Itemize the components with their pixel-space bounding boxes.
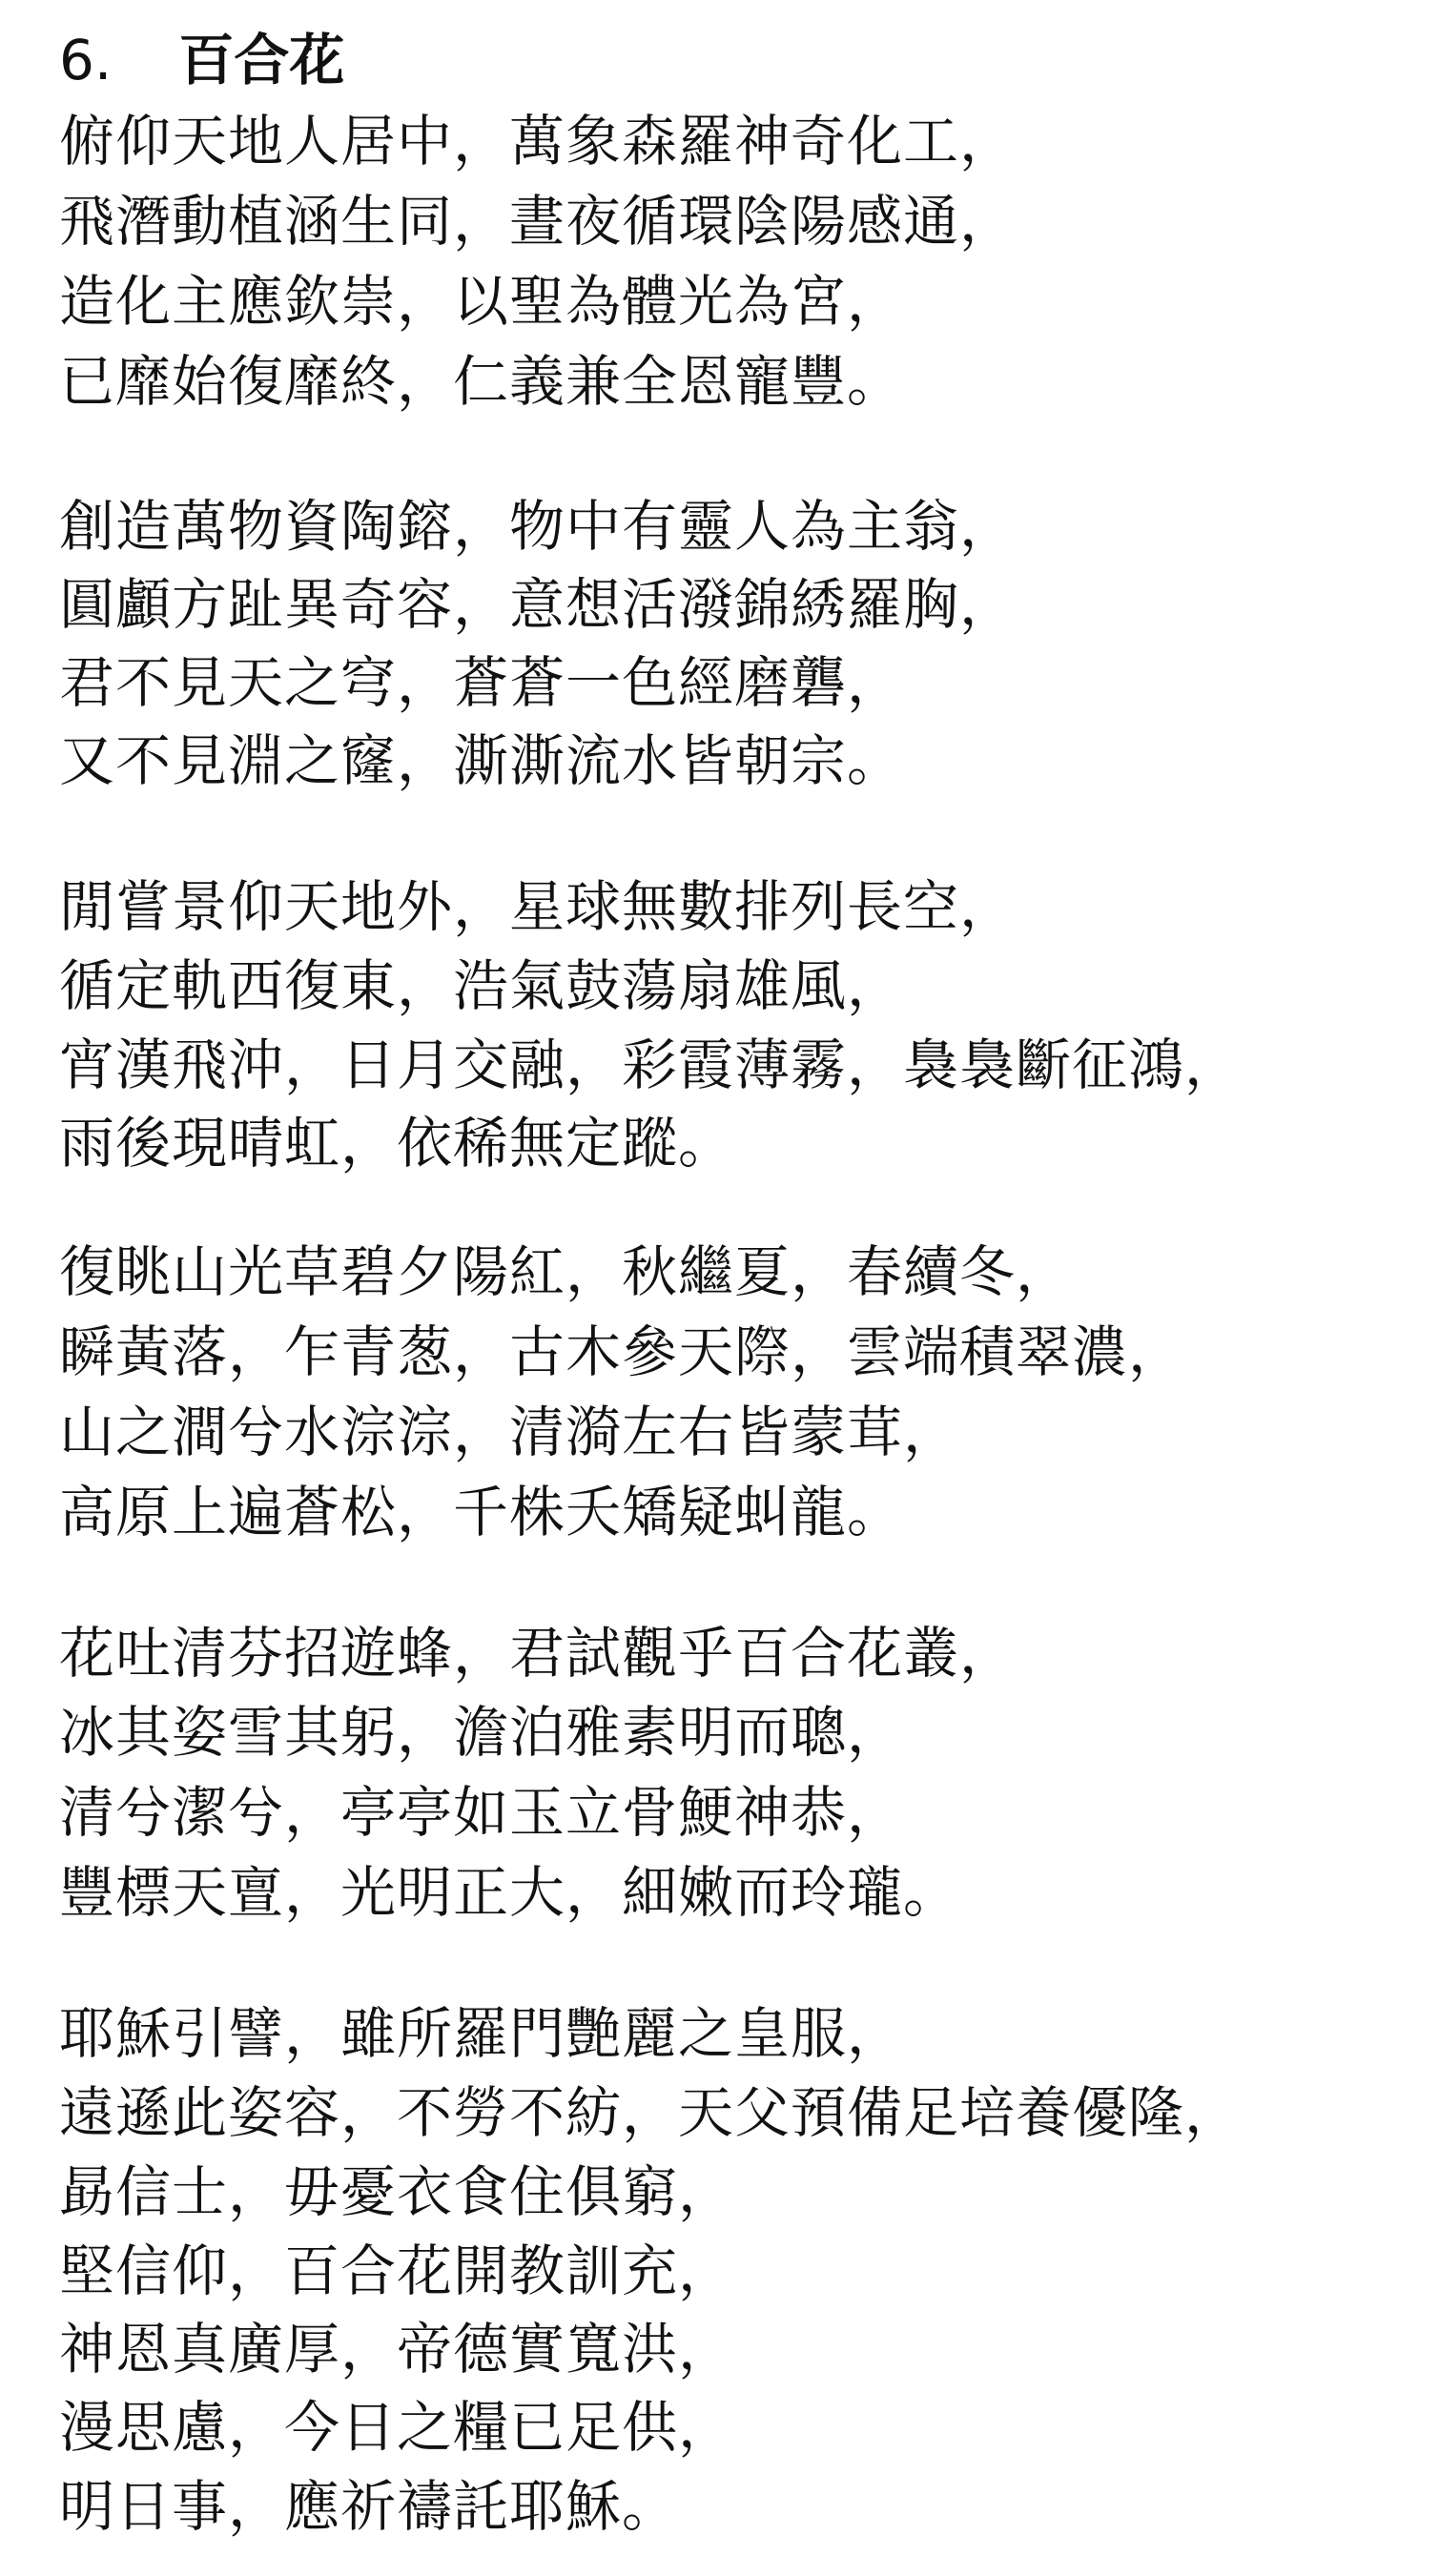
- page-title: [59, 27, 344, 93]
- verse-line: 勗信士，毋憂衣食住俱窮，: [59, 2159, 735, 2224]
- verse-line: 造化主應欽崇，以聖為體光為宮，: [59, 269, 904, 334]
- verse-line: 神恩真廣厚，帝德實寬洪，: [59, 2317, 735, 2382]
- verse-line: 漫思慮，今日之糧已足供，: [59, 2395, 735, 2460]
- verse-line: 閒嘗景仰天地外，星球無數排列長空，: [59, 874, 1017, 939]
- verse-line: 已靡始復靡終，仁義兼全恩寵豐。: [59, 349, 904, 414]
- title-text: 百合花: [178, 28, 345, 92]
- verse-line: 豐標天亶，光明正大，細嫩而玲瓏。: [59, 1860, 960, 1925]
- verse-line: 雨後現晴虹，依稀無定蹤。: [59, 1111, 735, 1176]
- verse-line: 花吐清芬招遊蜂，君試觀乎百合花叢，: [59, 1621, 1017, 1686]
- verse-line: 耶穌引譬，雖所羅門艷麗之皇服，: [59, 2001, 904, 2066]
- verse-line: 瞬黃落，乍青葱，古木參天際，雲端積翠濃，: [59, 1319, 1185, 1384]
- verse-line: 遠遜此姿容，不勞不紡，天父預備足培養優隆，: [59, 2080, 1242, 2145]
- verse-line: 循定軌西復東，浩氣鼓蕩扇雄風，: [59, 953, 904, 1018]
- verse-line: 又不見淵之窿，澌澌流水皆朝宗。: [59, 728, 904, 793]
- verse-line: 君不見天之穹，蒼蒼一色經磨礱，: [59, 650, 904, 715]
- verse-line: 冰其姿雪其躬，澹泊雅素明而聰，: [59, 1700, 904, 1765]
- verse-line: 創造萬物資陶鎔，物中有靈人為主翁，: [59, 494, 1017, 559]
- verse-line: 復眺山光草碧夕陽紅，秋繼夏，春續冬，: [59, 1239, 1073, 1304]
- verse-line: 圓顱方趾異奇容，意想活潑錦綉羅胸，: [59, 572, 1017, 637]
- verse-line: 宵漢飛沖，日月交融，彩霞薄霧，裊裊斷征鴻，: [59, 1032, 1242, 1097]
- verse-line: 俯仰天地人居中，萬象森羅神奇化工，: [59, 109, 1017, 174]
- verse-line: 高原上遍蒼松，千株夭矯疑虯龍。: [59, 1480, 904, 1544]
- verse-line: 堅信仰，百合花開教訓充，: [59, 2239, 735, 2303]
- title-number: 6.: [59, 28, 113, 92]
- verse-line: 山之澗兮水淙淙，清漪左右皆蒙茸，: [59, 1400, 960, 1464]
- verse-line: 清兮潔兮，亭亭如玉立骨鯁神恭，: [59, 1780, 904, 1845]
- verse-line: 飛潛動植涵生同，晝夜循環陰陽感通，: [59, 189, 1017, 254]
- verse-line: 明日事，應祈禱託耶穌。: [59, 2474, 679, 2539]
